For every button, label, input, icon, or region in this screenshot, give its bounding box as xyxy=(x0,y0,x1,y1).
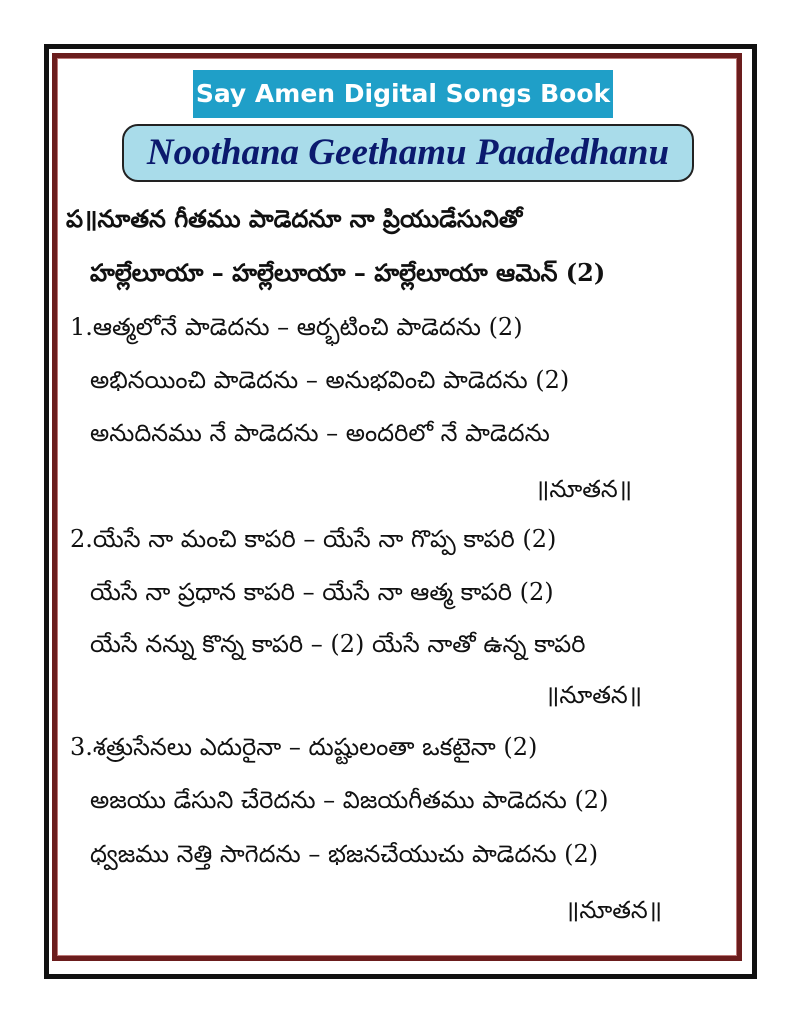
refrain-marker: ॥నూతన॥ xyxy=(545,681,643,709)
verse-line: అనుదినము నే పాడెదను – అందరిలో నే పాడెదను xyxy=(90,419,550,447)
verse-line: అభినయించి పాడెదను – అనుభవించి పాడెదను (2) xyxy=(90,366,570,394)
refrain-marker: ॥నూతన॥ xyxy=(535,475,633,503)
song-title: Noothana Geethamu Paadedhanu xyxy=(122,124,694,182)
verse-line: ధ్వజము నెత్తి సాగెదను – భజనచేయుచు పాడెదను (2) xyxy=(90,840,599,868)
chorus-line: ప॥నూతన గీతము పాడెదనూ నా ప్రియుడేసునితో xyxy=(66,204,523,233)
page-inner-border xyxy=(52,53,742,961)
chorus-line: హల్లేలూయా – హల్లేలూయా – హల్లేలూయా ఆమెన్ (2) xyxy=(90,258,606,287)
verse-line: 1.ఆత్మలోనే పాడెదను – ఆర్భటించి పాడెదను (2) xyxy=(70,313,523,341)
book-banner: Say Amen Digital Songs Book xyxy=(193,70,613,118)
verse-line: 3.శత్రుసేనలు ఎదురైనా – దుష్టులంతా ఒకటైనా (2) xyxy=(70,733,538,761)
verse-line: అజయు డేసుని చేరెదను – విజయగీతము పాడెదను (2) xyxy=(90,786,609,814)
verse-line: యేసే నా ప్రధాన కాపరి – యేసే నా ఆత్మ కాపరి (2) xyxy=(90,578,554,606)
verse-line: యేసే నన్ను కొన్న కాపరి – (2) యేసే నాతో ఉన్న కాపరి xyxy=(90,630,586,658)
refrain-marker: ॥నూతన॥ xyxy=(565,896,663,924)
verse-line: 2.యేసే నా మంచి కాపరి – యేసే నా గొప్ప కాపరి (2) xyxy=(70,525,557,553)
